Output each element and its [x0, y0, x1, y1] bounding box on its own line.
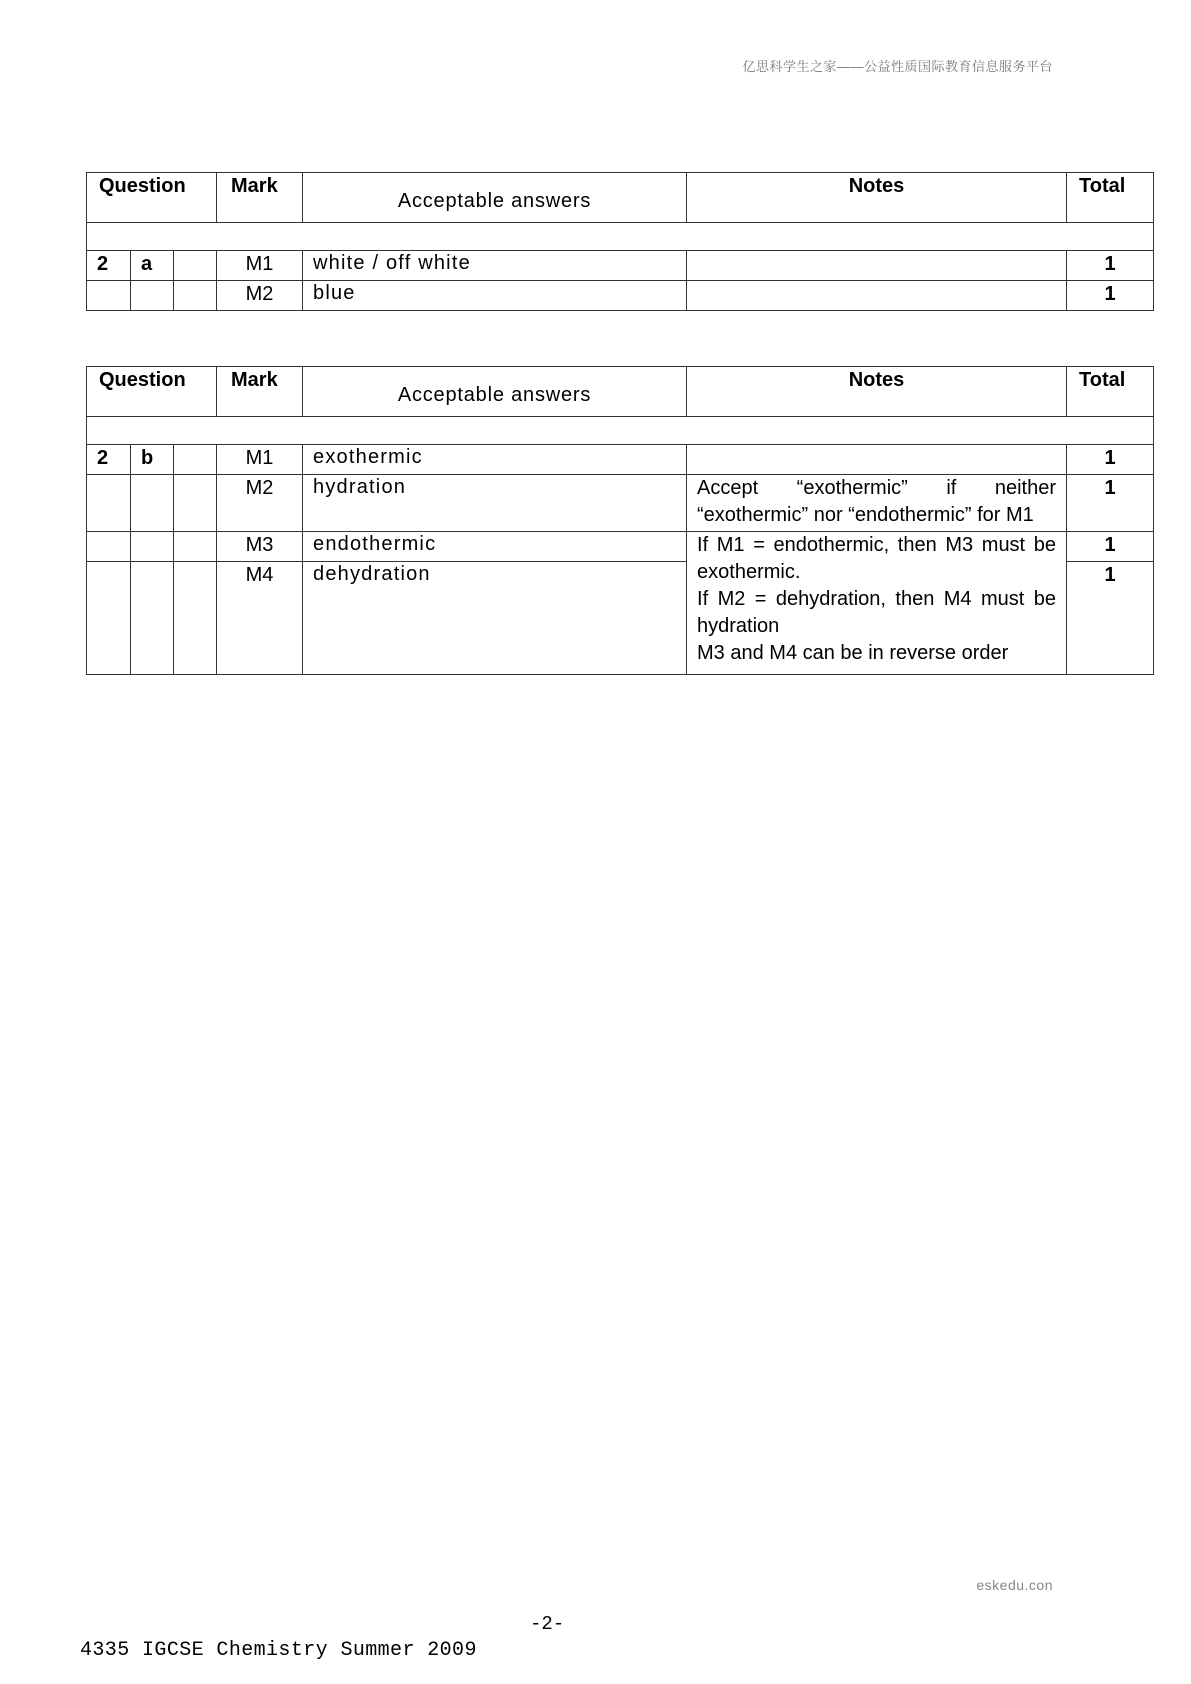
table-header-row	[87, 367, 1154, 417]
question-part: b	[131, 445, 174, 475]
note-m2: Accept “exothermic” if neither “exothermic” nor “endothermic” for M1	[687, 475, 1067, 532]
acceptable-answer: dehydration	[303, 562, 687, 675]
mark-scheme-table-2b	[86, 366, 1154, 675]
table-row	[87, 532, 1154, 562]
total-mark: 1	[1067, 532, 1154, 562]
acceptable-answer: exothermic	[303, 445, 687, 475]
acceptable-answer: endothermic	[303, 532, 687, 562]
acceptable-answer: white / off white	[303, 251, 687, 281]
question-number: 2	[87, 445, 131, 475]
header-acceptable-answers: Acceptable answers	[303, 367, 687, 417]
header-notes: Notes	[687, 367, 1067, 417]
mark-code: M2	[217, 281, 303, 311]
note-line: If M2 = dehydration, then M4 must be hydration	[697, 588, 1057, 637]
table-row	[87, 251, 1154, 281]
table-row	[87, 445, 1154, 475]
page-number: -2-	[530, 1613, 565, 1635]
total-mark: 1	[1067, 251, 1154, 281]
header-notes: Notes	[687, 173, 1067, 223]
header-acceptable-answers: Acceptable answers	[303, 173, 687, 223]
table-row	[87, 281, 1154, 311]
footer-site-name: eskedu.con	[976, 1577, 1053, 1593]
total-mark: 1	[1067, 445, 1154, 475]
total-mark: 1	[1067, 562, 1154, 675]
header-total: Total	[1067, 367, 1154, 417]
note-line: If M1 = endothermic, then M3 must be exothermic.	[697, 534, 1057, 583]
notes-cell	[687, 281, 1067, 311]
mark-code: M3	[217, 532, 303, 562]
acceptable-answer: blue	[303, 281, 687, 311]
header-total: Total	[1067, 173, 1154, 223]
total-mark: 1	[1067, 475, 1154, 532]
note-line: M3 and M4 can be in reverse order	[697, 642, 1009, 664]
table-header-row	[87, 173, 1154, 223]
acceptable-answer: hydration	[303, 475, 687, 532]
table-row	[87, 475, 1154, 532]
header-question: Question	[87, 367, 217, 417]
header-mark: Mark	[217, 367, 303, 417]
header-question: Question	[87, 173, 217, 223]
mark-code: M1	[217, 251, 303, 281]
header-mark: Mark	[217, 173, 303, 223]
question-number: 2	[87, 251, 131, 281]
spacer-row	[87, 223, 1154, 251]
spacer-row	[87, 417, 1154, 445]
note-m3-m4	[687, 532, 1067, 675]
mark-code: M4	[217, 562, 303, 675]
mark-code: M2	[217, 475, 303, 532]
notes-cell	[687, 251, 1067, 281]
mark-scheme-table-2a	[86, 172, 1154, 311]
question-part: a	[131, 251, 174, 281]
mark-code: M1	[217, 445, 303, 475]
header-watermark-text: 亿思科学生之家——公益性质国际教育信息服务平台	[742, 59, 1053, 74]
total-mark: 1	[1067, 281, 1154, 311]
footer-document-title: 4335 IGCSE Chemistry Summer 2009	[80, 1639, 477, 1662]
